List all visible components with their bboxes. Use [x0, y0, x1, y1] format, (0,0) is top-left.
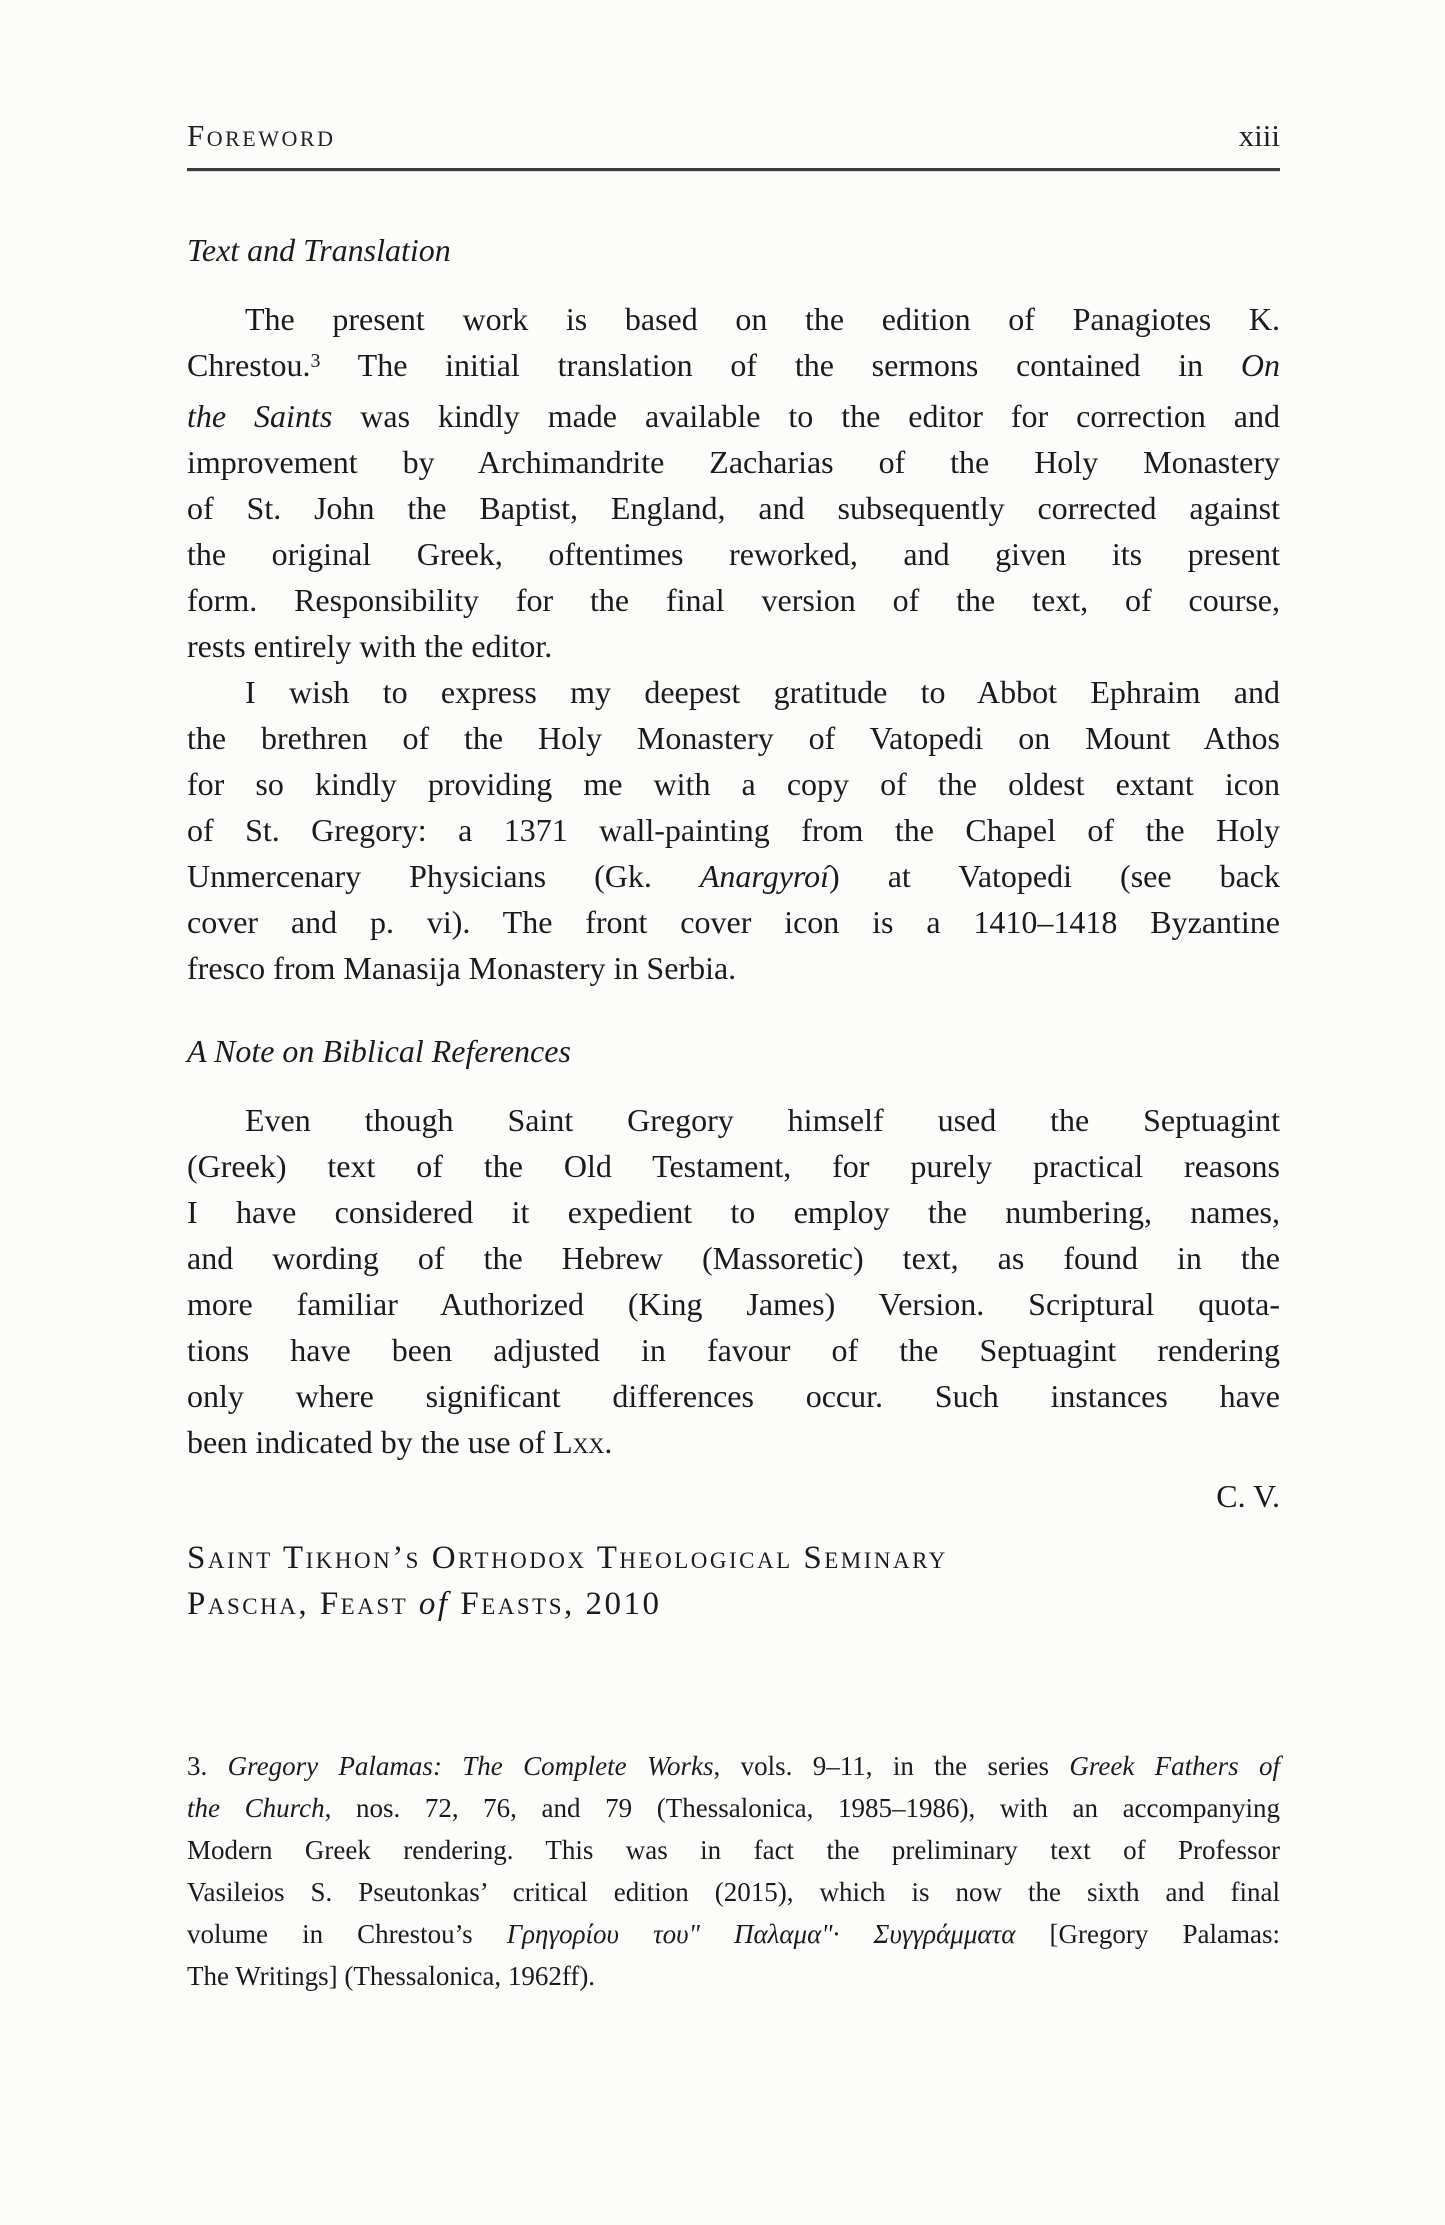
- section-heading-1: Text and Translation: [187, 232, 451, 268]
- text-line: [187, 853, 1280, 899]
- smallcaps-text-run: Lxx: [553, 1424, 605, 1460]
- italic-text-run: On: [1240, 347, 1280, 383]
- text-run: for so kindly providing me with a copy of the oldest extant icon: [187, 766, 1280, 802]
- text-run: Modern Greek rendering. This was in fact the preliminary text of Professor: [187, 1835, 1280, 1865]
- text-run: The initial translation of the sermons contained in: [320, 347, 1241, 383]
- italic-text-run: Greek Fathers of: [1069, 1751, 1281, 1781]
- text-run: the brethren of the Holy Monastery of Vatopedi on Mount Athos: [187, 720, 1280, 756]
- text-line: [187, 1097, 1280, 1143]
- text-run: (Greek) text of the Old Testament, for purely practical reasons: [187, 1148, 1280, 1184]
- text-run: .: [604, 1424, 613, 1460]
- italic-text-run: the Church: [187, 1793, 325, 1823]
- text-run: Unmercenary Physicians (Gk.: [187, 858, 700, 894]
- text-run: been indicated by the use of: [187, 1424, 554, 1460]
- text-line: [187, 485, 1280, 531]
- text-line: [187, 1913, 1280, 1955]
- text-run: I have considered it expedient to employ the numbering, names,: [187, 1194, 1280, 1230]
- text-run: volume in Chrestou’s: [187, 1919, 507, 1949]
- text-run: improvement by Archimandrite Zacharias of the Holy Monastery: [187, 444, 1280, 480]
- smallcaps-text-run: Pascha, Feast: [187, 1586, 419, 1622]
- text-line: [187, 1235, 1280, 1281]
- text-run: , nos. 72, 76, and 79 (Thessalonica, 1985–1986), with an accompanying: [324, 1793, 1281, 1823]
- text-run: and wording of the Hebrew (Massoretic) text, as found in the: [187, 1240, 1280, 1276]
- header-rule: [187, 168, 1280, 172]
- text-run: was kindly made available to the editor for correction and: [332, 398, 1281, 434]
- smallcaps-text-run: Saint Tikhon’s Orthodox Theological Seminary: [187, 1540, 948, 1576]
- page-number: xiii: [1238, 118, 1280, 153]
- italic-text-run: of: [418, 1586, 450, 1622]
- smallcaps-text-run: Feasts, 2010: [449, 1586, 662, 1622]
- italic-text-run: Anargyroí: [699, 858, 830, 894]
- text-run: 3.: [187, 1751, 228, 1781]
- running-header-title: Foreword: [187, 118, 336, 153]
- text-run: [Gregory Palamas:: [1015, 1919, 1280, 1949]
- text-line: [187, 1281, 1280, 1327]
- text-run: The Writings] (Thessalonica, 1962ff).: [187, 1961, 596, 1991]
- text-line: [187, 1955, 1280, 1997]
- text-run: only where significant differences occur. Such instances have: [187, 1378, 1280, 1414]
- text-line: [187, 1581, 1280, 1627]
- text-run: fresco from Manasija Monastery in Serbia.: [187, 950, 737, 986]
- text-line: [187, 1787, 1280, 1829]
- text-line: [187, 899, 1280, 945]
- text-run: Vasileios S. Pseutonkas’ critical edition (2015), which is now the sixth and final: [187, 1877, 1280, 1907]
- signature: C. V.: [1216, 1478, 1280, 1514]
- text-run: ) at Vatopedi (see back: [829, 858, 1281, 894]
- italic-text-run: Γρηγορίου του" Παλαμα"· Συγγράμματα: [506, 1919, 1016, 1949]
- italic-text-run: the Saints: [187, 398, 333, 434]
- text-run: cover and p. vi). The front cover icon is a 1410–1418 Byzantine: [187, 904, 1280, 940]
- text-run: rests entirely with the editor.: [187, 628, 553, 664]
- text-run: The present work is based on the edition of Panagiotes K.: [245, 301, 1280, 337]
- text-line: [187, 1373, 1280, 1419]
- text-line: [187, 439, 1280, 485]
- note-reference-superscript: 3: [310, 350, 321, 373]
- text-line: [187, 1829, 1280, 1871]
- text-line: [187, 342, 1280, 393]
- text-line: [187, 761, 1280, 807]
- text-line: [187, 1189, 1280, 1235]
- running-header: [187, 118, 1280, 154]
- text-line: [187, 945, 1280, 991]
- text-run: of St. John the Baptist, England, and subsequently corrected against: [187, 490, 1280, 526]
- text-line: [187, 531, 1280, 577]
- section-heading-2: A Note on Biblical References: [187, 1033, 571, 1069]
- paragraph-2: [187, 669, 1280, 991]
- content-blocks: [187, 230, 1280, 1997]
- paragraph-1: [187, 296, 1280, 669]
- text-run: tions have been adjusted in favour of the Septuagint rendering: [187, 1332, 1280, 1368]
- text-run: more familiar Authorized (King James) Version. Scriptural quota-: [187, 1286, 1280, 1322]
- text-line: [187, 715, 1280, 761]
- text-line: [187, 1535, 1280, 1581]
- text-line: [187, 296, 1280, 342]
- text-line: [187, 1871, 1280, 1913]
- text-run: Chrestou.: [187, 347, 311, 383]
- colophon: [187, 1535, 1280, 1627]
- text-line: [187, 1419, 1280, 1465]
- text-run: Even though Saint Gregory himself used the Septuagint: [245, 1102, 1280, 1138]
- footnote-3: [187, 1745, 1280, 1997]
- text-line: [187, 1327, 1280, 1373]
- text-line: [187, 623, 1280, 669]
- text-run: I wish to express my deepest gratitude to Abbot Ephraim and: [245, 674, 1280, 710]
- text-line: [187, 1143, 1280, 1189]
- text-run: form. Responsibility for the final version of the text, of course,: [187, 582, 1280, 618]
- paragraph-3: [187, 1097, 1280, 1465]
- text-run: , vols. 9–11, in the series: [713, 1751, 1070, 1781]
- text-line: [187, 1745, 1280, 1787]
- text-run: the original Greek, oftentimes reworked, and given its present: [187, 536, 1280, 572]
- text-line: [187, 669, 1280, 715]
- text-line: [187, 577, 1280, 623]
- text-run: of St. Gregory: a 1371 wall-painting from the Chapel of the Holy: [187, 812, 1280, 848]
- text-line: [187, 807, 1280, 853]
- text-line: [187, 393, 1280, 439]
- italic-text-run: Gregory Palamas: The Complete Works: [227, 1751, 714, 1781]
